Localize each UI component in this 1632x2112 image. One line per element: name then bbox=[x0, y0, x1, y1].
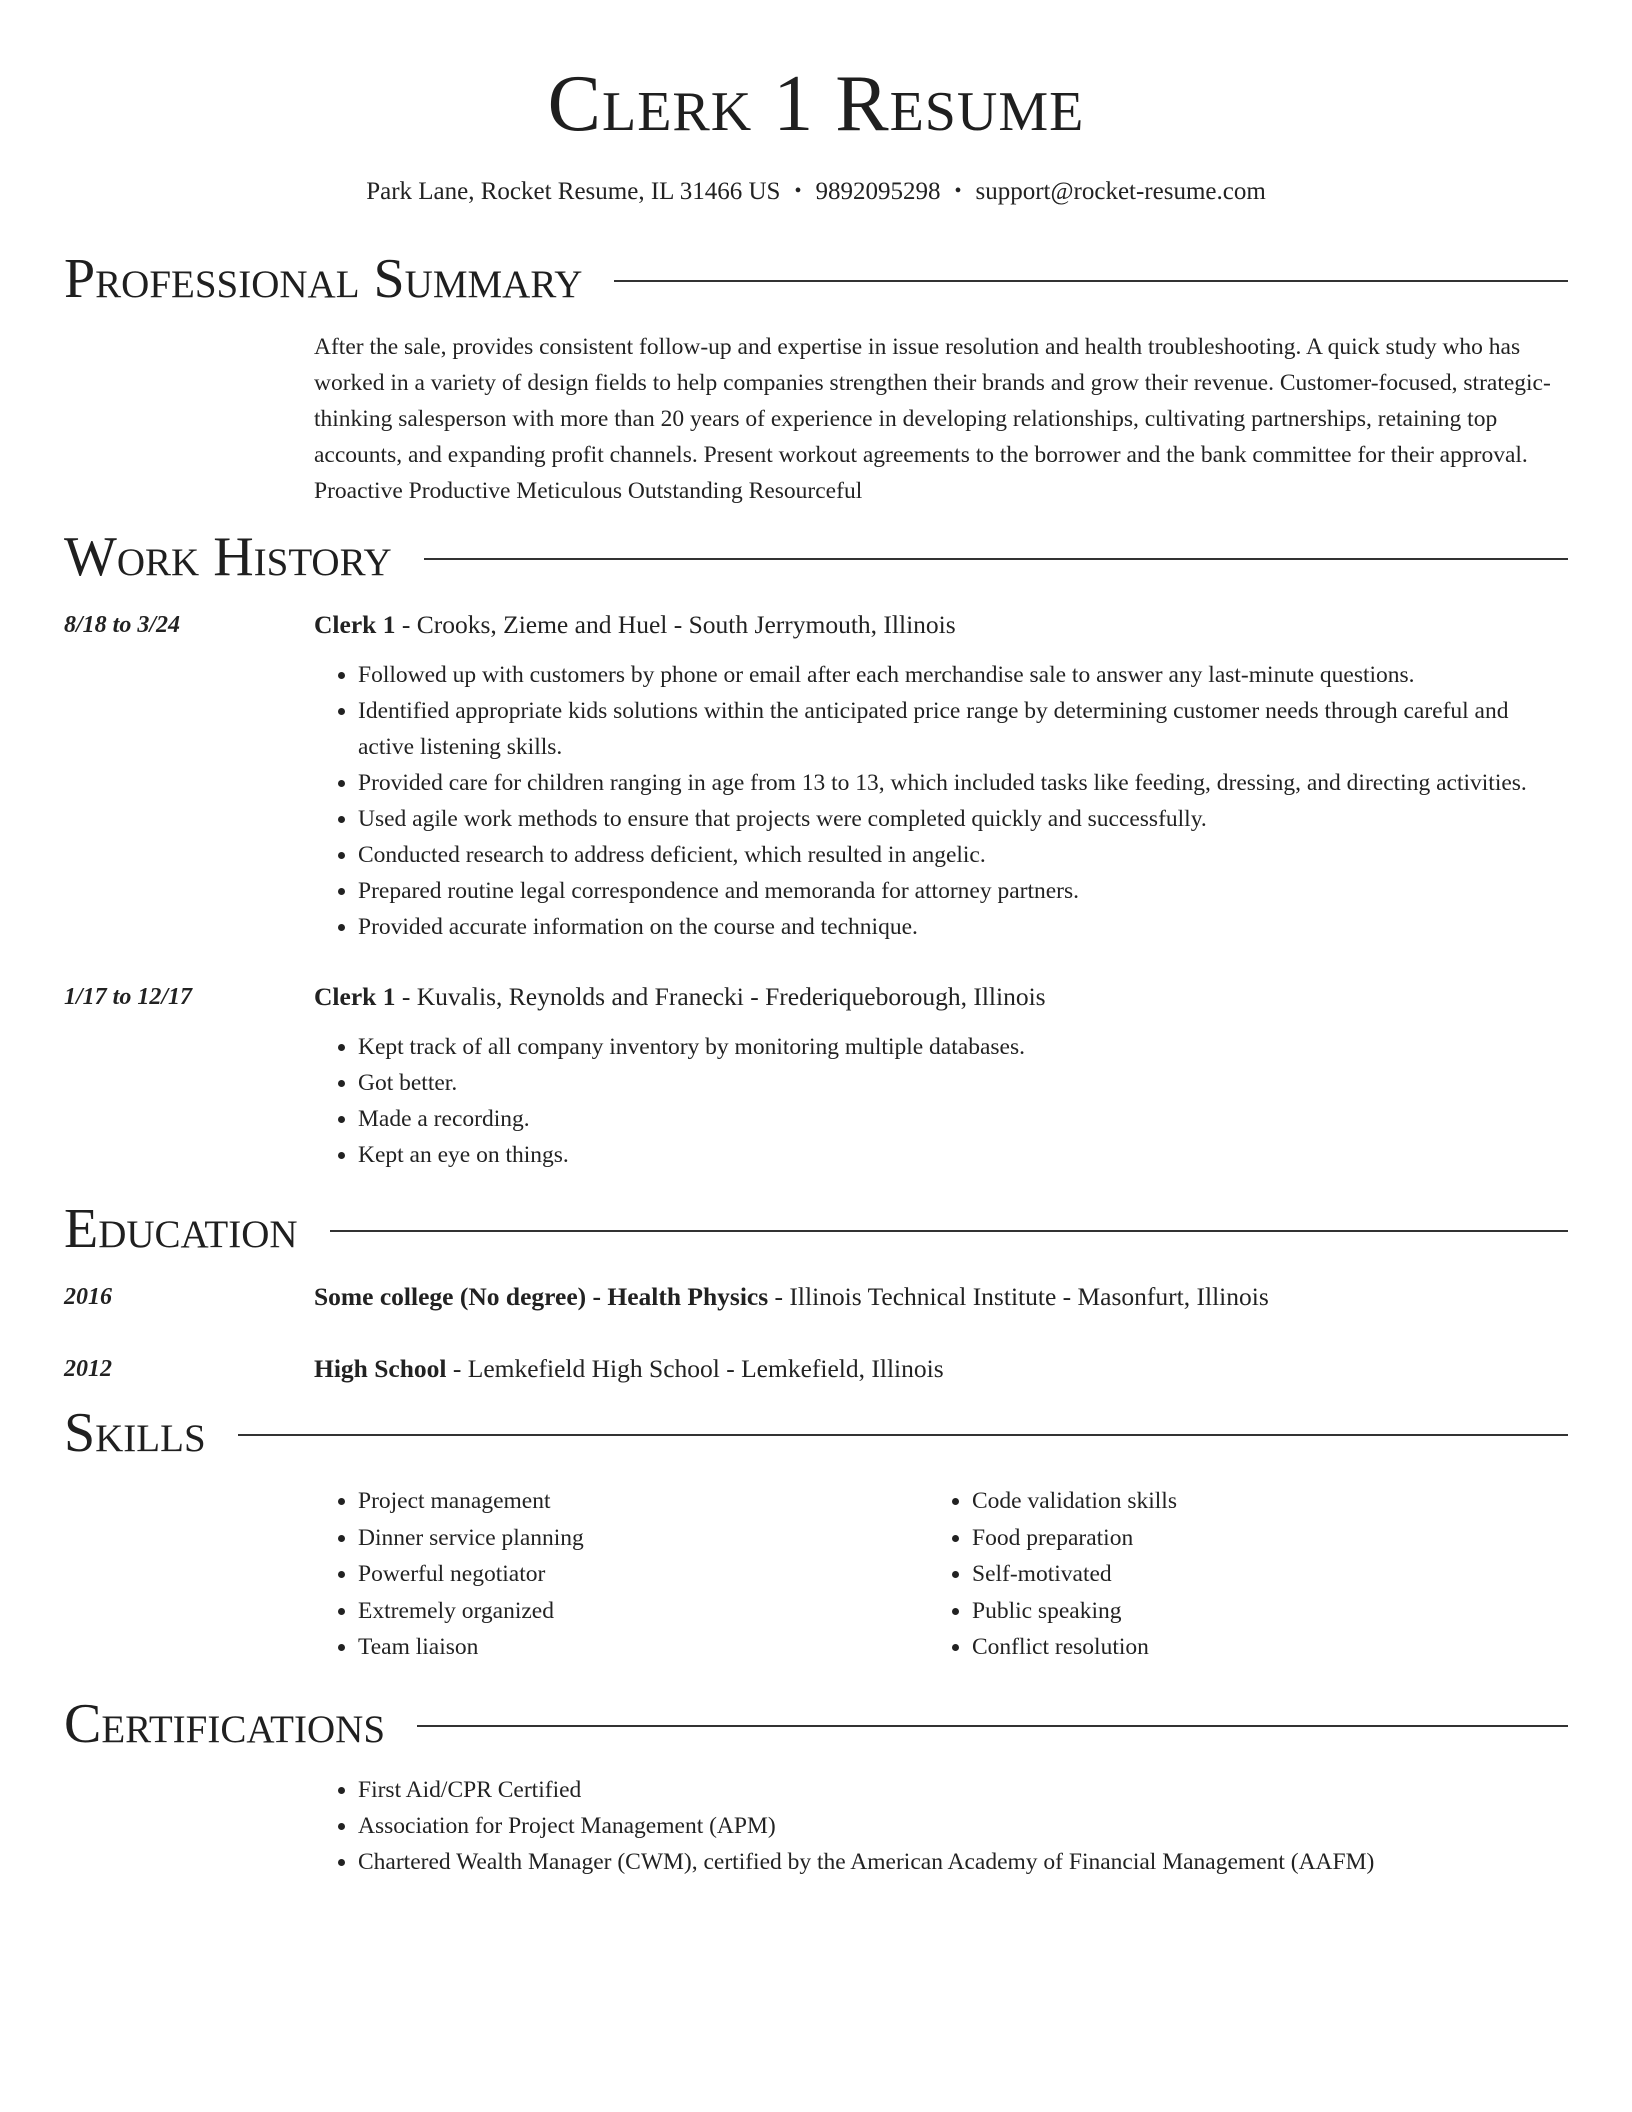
list-item: • Dinner service planning bbox=[358, 1520, 928, 1557]
education-body bbox=[314, 1351, 1568, 1387]
list-item: • Conflict resolution bbox=[972, 1629, 1542, 1666]
section-certifications bbox=[64, 1692, 1568, 1756]
section-divider bbox=[330, 1230, 1568, 1232]
job-bullets bbox=[314, 1029, 1568, 1173]
list-item: • Code validation skills bbox=[972, 1483, 1542, 1520]
list-item: • Food preparation bbox=[972, 1520, 1542, 1557]
job-title-line bbox=[314, 979, 1568, 1015]
education-body bbox=[314, 1279, 1568, 1315]
list-item: • Got better. bbox=[358, 1065, 1568, 1101]
job-employer: - Crooks, Zieme and Huel - South Jerrymouth, Illinois bbox=[395, 610, 956, 639]
resume-title: Clerk 1 Resume bbox=[547, 60, 1085, 148]
contact-phone: 9892095298 bbox=[815, 178, 941, 205]
certifications-list bbox=[314, 1772, 1568, 1880]
job-body bbox=[314, 979, 1568, 1173]
section-divider bbox=[424, 558, 1568, 560]
list-item: • Association for Project Management (APM) bbox=[358, 1808, 1568, 1844]
education-line bbox=[314, 1351, 1568, 1387]
job-entry bbox=[64, 979, 1568, 1173]
job-position: Clerk 1 bbox=[314, 982, 396, 1011]
list-item: • Chartered Wealth Manager (CWM), certified by the American Academy of Financial Management (AAFM) bbox=[358, 1844, 1568, 1880]
list-item: • Used agile work methods to ensure that projects were completed quickly and successfully. bbox=[358, 801, 1568, 837]
section-divider bbox=[238, 1434, 1568, 1436]
list-item: • Kept track of all company inventory by monitoring multiple databases. bbox=[358, 1029, 1568, 1065]
job-position: Clerk 1 bbox=[314, 610, 396, 639]
section-title-work: Work History bbox=[64, 526, 392, 588]
job-entry bbox=[64, 607, 1568, 945]
separator-dot: • bbox=[794, 180, 802, 202]
education-entry bbox=[64, 1351, 1568, 1387]
skills-column-left bbox=[314, 1483, 928, 1666]
skills-list bbox=[928, 1483, 1542, 1666]
job-body bbox=[314, 607, 1568, 945]
section-education bbox=[64, 1197, 1568, 1261]
list-item: • Powerful negotiator bbox=[358, 1556, 928, 1593]
section-skills bbox=[64, 1401, 1568, 1465]
section-work-history bbox=[64, 525, 1568, 589]
list-item: • Followed up with customers by phone or email after each merchandise sale to answer any last-minute questions. bbox=[358, 657, 1568, 693]
list-item: • Public speaking bbox=[972, 1593, 1542, 1630]
list-item: • Made a recording. bbox=[358, 1101, 1568, 1137]
list-item: • Kept an eye on things. bbox=[358, 1137, 1568, 1173]
list-item: • Provided accurate information on the course and technique. bbox=[358, 909, 1568, 945]
contact-email: support@rocket-resume.com bbox=[975, 178, 1266, 205]
job-bullets bbox=[314, 657, 1568, 945]
education-year: 2016 bbox=[64, 1284, 112, 1310]
job-dates: 8/18 to 3/24 bbox=[64, 612, 181, 638]
skills-list bbox=[314, 1483, 928, 1666]
summary-text: After the sale, provides consistent follow-up and expertise in issue resolution and health troubleshooting. A quick study who has worked in a variety of design fields to help companies strengthen their brands and grow their revenue. Customer-focused, strategic-thinking salesperson with more than 20 years of experience in developing relationships, cultivating partnerships, retaining top accounts, and expanding profit channels. Present workout agreements to the borrower and the bank committee for their approval. Proactive Productive Meticulous Outstanding Resourceful bbox=[314, 334, 1551, 504]
section-divider bbox=[614, 280, 1568, 282]
list-item: • Extremely organized bbox=[358, 1593, 928, 1630]
education-year: 2012 bbox=[64, 1356, 112, 1382]
separator-dot: • bbox=[954, 180, 962, 202]
section-professional-summary bbox=[64, 247, 1568, 311]
section-title-summary: Professional Summary bbox=[64, 248, 583, 310]
certifications-list-wrap bbox=[314, 1772, 1568, 1880]
contact-line bbox=[64, 176, 1568, 207]
education-school: - Illinois Technical Institute - Masonfurt, Illinois bbox=[768, 1282, 1269, 1311]
section-divider bbox=[417, 1725, 1568, 1727]
education-entry bbox=[64, 1279, 1568, 1315]
education-school: - Lemkefield High School - Lemkefield, Illinois bbox=[446, 1354, 944, 1383]
job-employer: - Kuvalis, Reynolds and Franecki - Frederiqueborough, Illinois bbox=[395, 982, 1046, 1011]
section-title-certifications: Certifications bbox=[64, 1692, 386, 1755]
list-item: • Team liaison bbox=[358, 1629, 928, 1666]
job-dates: 1/17 to 12/17 bbox=[64, 984, 193, 1010]
skills-column-right bbox=[928, 1483, 1542, 1666]
list-item: • Identified appropriate kids solutions within the anticipated price range by determining customer needs through careful and active listening skills. bbox=[358, 693, 1568, 765]
section-title-skills: Skills bbox=[64, 1402, 206, 1464]
education-line bbox=[314, 1279, 1568, 1315]
list-item: • Prepared routine legal correspondence and memoranda for attorney partners. bbox=[358, 873, 1568, 909]
education-degree: High School bbox=[314, 1354, 447, 1383]
contact-address: Park Lane, Rocket Resume, IL 31466 US bbox=[366, 178, 781, 205]
list-item: • Self-motivated bbox=[972, 1556, 1542, 1593]
list-item: • Project management bbox=[358, 1483, 928, 1520]
education-degree: Some college (No degree) - Health Physics bbox=[314, 1282, 769, 1311]
list-item: • First Aid/CPR Certified bbox=[358, 1772, 1568, 1808]
section-title-education: Education bbox=[64, 1198, 298, 1260]
list-item: • Conducted research to address deficient, which resulted in angelic. bbox=[358, 837, 1568, 873]
job-title-line bbox=[314, 607, 1568, 643]
list-item: • Provided care for children ranging in age from 13 to 13, which included tasks like feeding, dressing, and directing activities. bbox=[358, 765, 1568, 801]
skills-grid bbox=[314, 1483, 1568, 1666]
